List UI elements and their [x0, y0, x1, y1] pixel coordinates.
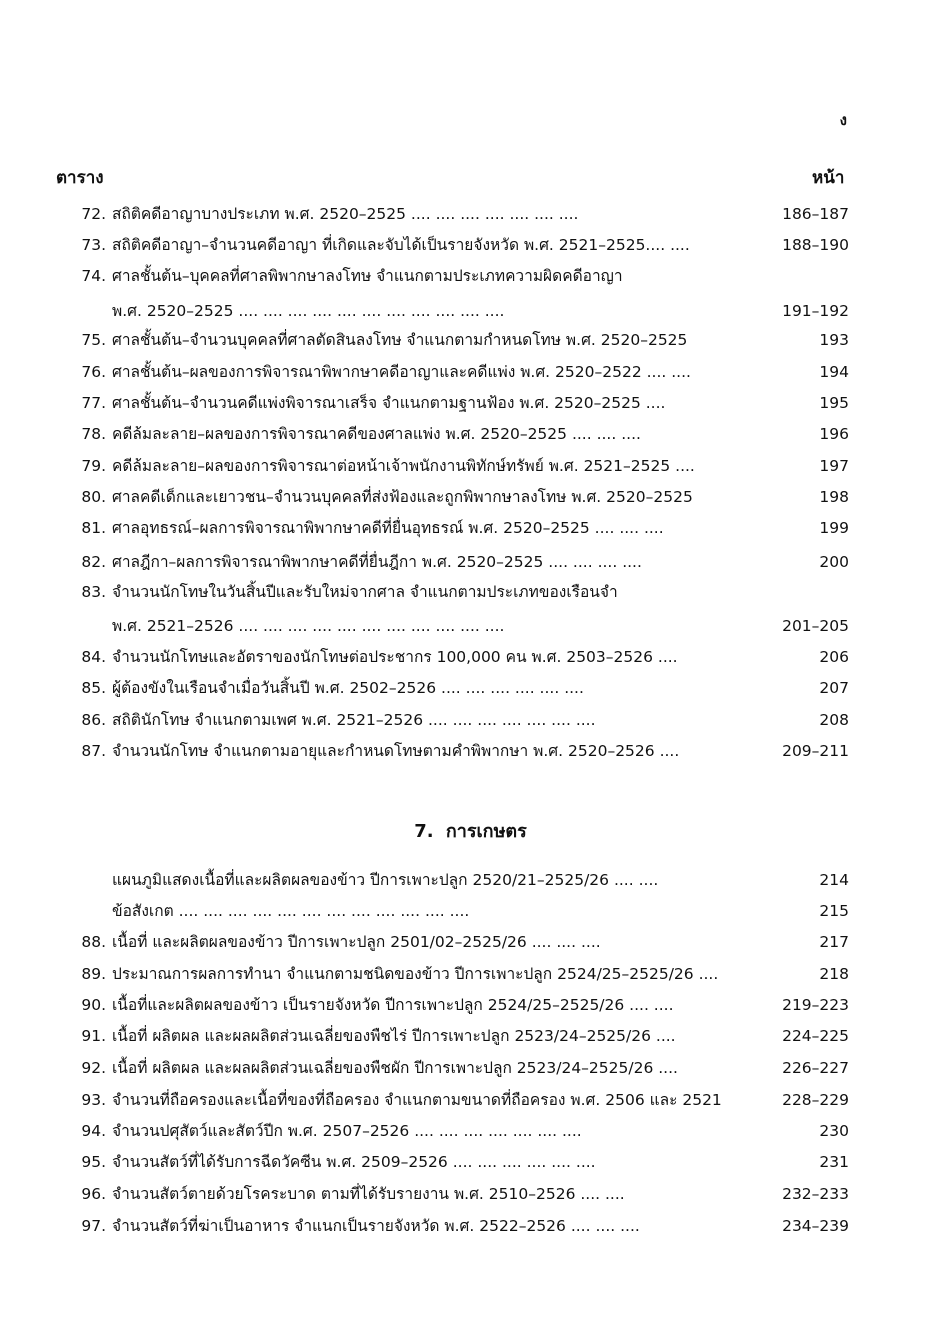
entry-title: คดีล้มละลาย–ผลของการพิจารณาต่อหน้าเจ้าพนักงานพิทักษ์ทรัพย์ พ.ศ. 2521–2525 .... [112, 457, 695, 475]
toc-entry [0, 612, 941, 640]
entry-title: ประมาณการผลการทำนา จำแนกตามชนิดของข้าว ปีการเพาะปลูก 2524/25–2525/26 .... [112, 965, 719, 983]
entry-title: จำนวนนักโทษในวันสิ้นปีและรับใหม่จากศาล จำแนกตามประเภทของเรือนจำ [112, 583, 618, 601]
entry-pages: 193 [819, 331, 849, 349]
entry-title: สถิติคดีอาญา–จำนวนคดีอาญา ที่เกิดและจับได้เป็นรายจังหวัด พ.ศ. 2521–2525.... .... [112, 236, 690, 254]
entry-pages: 231 [819, 1153, 849, 1171]
toc-entry [0, 420, 941, 448]
entry-pages: 186–187 [782, 205, 849, 223]
entry-title: คดีล้มละลาย–ผลของการพิจารณาคดีของศาลแพ่ง พ.ศ. 2520–2525 .... .... .... [112, 425, 641, 443]
entry-pages: 201–205 [782, 617, 849, 635]
entry-pages: 198 [819, 488, 849, 506]
toc-entry [0, 1086, 941, 1114]
toc-entry [0, 483, 941, 511]
toc-entry [0, 297, 941, 325]
entry-title: จำนวนสัตว์ที่ได้รับการฉีดวัคซีน พ.ศ. 2509–2526 .... .... .... .... .... .... [112, 1153, 596, 1171]
entry-title: เนื้อที่ ผลิตผล และผลผลิตส่วนเฉลี่ยของพืชไร่ ปีการเพาะปลูก 2523/24–2525/26 .... [112, 1027, 676, 1045]
entry-pages: 207 [819, 679, 849, 697]
entry-title: จำนวนสัตว์ที่ฆ่าเป็นอาหาร จำแนกเป็นรายจังหวัด พ.ศ. 2522–2526 .... .... .... [112, 1217, 640, 1235]
toc-entry [0, 737, 941, 765]
entry-number: 83. [81, 583, 106, 601]
entry-number: 78. [81, 425, 106, 443]
entry-pages: 208 [819, 711, 849, 729]
entry-number: 75. [81, 331, 106, 349]
toc-entry [0, 1022, 941, 1050]
entry-title: ศาลฎีกา–ผลการพิจารณาพิพากษาคดีที่ยื่นฎีกา พ.ศ. 2520–2525 .... .... .... .... [112, 553, 642, 571]
entry-number: 80. [81, 488, 106, 506]
entry-number: 76. [81, 363, 106, 381]
entry-pages: 195 [819, 394, 849, 412]
toc-entry [0, 200, 941, 228]
entry-number: 79. [81, 457, 106, 475]
section-number: 7. [414, 821, 434, 842]
entry-number: 96. [81, 1185, 106, 1203]
entry-title: พ.ศ. 2520–2525 .... .... .... .... .... .... .... .... .... .... .... [112, 302, 505, 320]
entry-title: สถิตินักโทษ จำแนกตามเพศ พ.ศ. 2521–2526 .... .... .... .... .... .... .... [112, 711, 596, 729]
entry-pages: 234–239 [782, 1217, 849, 1235]
entry-pages: 232–233 [782, 1185, 849, 1203]
toc-entry [0, 928, 941, 956]
entry-number: 87. [81, 742, 106, 760]
entry-number: 93. [81, 1091, 106, 1109]
entry-title: จำนวนนักโทษ จำแนกตามอายุและกำหนดโทษตามคำพิพากษา พ.ศ. 2520–2526 .... [112, 742, 680, 760]
entry-title: สถิติคดีอาญาบางประเภท พ.ศ. 2520–2525 .... .... .... .... .... .... .... [112, 205, 579, 223]
entry-number: 86. [81, 711, 106, 729]
entry-number: 97. [81, 1217, 106, 1235]
toc-entry [0, 897, 941, 925]
toc-entry [0, 389, 941, 417]
toc-entry [0, 1054, 941, 1082]
entry-number: 84. [81, 648, 106, 666]
toc-entry [0, 514, 941, 542]
entry-pages: 218 [819, 965, 849, 983]
entry-number: 74. [81, 267, 106, 285]
entry-number: 82. [81, 553, 106, 571]
entry-number: 91. [81, 1027, 106, 1045]
entry-pages: 219–223 [782, 996, 849, 1014]
entry-pages: 230 [819, 1122, 849, 1140]
entry-pages: 215 [819, 902, 849, 920]
toc-entry [0, 991, 941, 1019]
toc-entry [0, 706, 941, 734]
entry-number: 92. [81, 1059, 106, 1077]
toc-entry [0, 578, 941, 606]
entry-title: ศาลชั้นต้น–จำนวนคดีแพ่งพิจารณาเสร็จ จำแนกตามฐานฟ้อง พ.ศ. 2520–2525 .... [112, 394, 666, 412]
entry-title: ศาลชั้นต้น–บุคคลที่ศาลพิพากษาลงโทษ จำแนกตามประเภทความผิดคดีอาญา [112, 267, 623, 285]
toc-entry [0, 262, 941, 290]
entry-pages: 188–190 [782, 236, 849, 254]
page-number: ง [839, 111, 847, 129]
entry-title: ข้อสังเกต .... .... .... .... .... .... .... .... .... .... .... .... [112, 902, 470, 920]
entry-title: ผู้ต้องขังในเรือนจำเมื่อวันสิ้นปี พ.ศ. 2502–2526 .... .... .... .... .... .... [112, 679, 584, 697]
toc-entry [0, 674, 941, 702]
entry-title: ศาลอุทธรณ์–ผลการพิจารณาพิพากษาคดีที่ยื่นอุทธรณ์ พ.ศ. 2520–2525 .... .... .... [112, 519, 664, 537]
entry-pages: 196 [819, 425, 849, 443]
entry-pages: 200 [819, 553, 849, 571]
section-heading [0, 816, 941, 845]
entry-pages: 194 [819, 363, 849, 381]
toc-entry [0, 1148, 941, 1176]
page-column-header: หน้า [812, 168, 845, 188]
toc-entry [0, 960, 941, 988]
toc-entry [0, 1180, 941, 1208]
toc-entry [0, 1212, 941, 1240]
entry-pages: 206 [819, 648, 849, 666]
entry-number: 85. [81, 679, 106, 697]
entry-pages: 197 [819, 457, 849, 475]
entry-number: 94. [81, 1122, 106, 1140]
toc-entry [0, 326, 941, 354]
entry-number: 95. [81, 1153, 106, 1171]
toc-entry [0, 231, 941, 259]
entry-number: 89. [81, 965, 106, 983]
entry-number: 81. [81, 519, 106, 537]
entry-title: เนื้อที่และผลิตผลของข้าว เป็นรายจังหวัด ปีการเพาะปลูก 2524/25–2525/26 .... .... [112, 996, 674, 1014]
entry-number: 88. [81, 933, 106, 951]
entry-title: เนื้อที่ ผลิตผล และผลผลิตส่วนเฉลี่ยของพืชผัก ปีการเพาะปลูก 2523/24–2525/26 .... [112, 1059, 678, 1077]
entry-pages: 191–192 [782, 302, 849, 320]
entry-title: พ.ศ. 2521–2526 .... .... .... .... .... .... .... .... .... .... .... [112, 617, 505, 635]
entry-title: จำนวนนักโทษและอัตราของนักโทษต่อประชากร 100,000 คน พ.ศ. 2503–2526 .... [112, 648, 678, 666]
entry-number: 72. [81, 205, 106, 223]
entry-title: จำนวนปศุสัตว์และสัตว์ปีก พ.ศ. 2507–2526 .... .... .... .... .... .... .... [112, 1122, 582, 1140]
table-column-header: ตาราง [56, 168, 104, 188]
entry-title: จำนวนที่ถือครองและเนื้อที่ของที่ถือครอง จำแนกตามขนาดที่ถือครอง พ.ศ. 2506 และ 2521 [112, 1091, 722, 1109]
entry-pages: 199 [819, 519, 849, 537]
entry-title: เนื้อที่ และผลิตผลของข้าว ปีการเพาะปลูก 2501/02–2525/26 .... .... .... [112, 933, 601, 951]
entry-pages: 217 [819, 933, 849, 951]
entry-pages: 224–225 [782, 1027, 849, 1045]
entry-title: แผนภูมิแสดงเนื้อที่และผลิตผลของข้าว ปีการเพาะปลูก 2520/21–2525/26 .... .... [112, 871, 659, 889]
entry-number: 90. [81, 996, 106, 1014]
toc-entry [0, 1117, 941, 1145]
entry-title: ศาลคดีเด็กและเยาวชน–จำนวนบุคคลที่ส่งฟ้องและถูกพิพากษาลงโทษ พ.ศ. 2520–2525 [112, 488, 693, 506]
entry-number: 77. [81, 394, 106, 412]
entry-number: 73. [81, 236, 106, 254]
toc-entry [0, 643, 941, 671]
entry-pages: 226–227 [782, 1059, 849, 1077]
entry-pages: 214 [819, 871, 849, 889]
entry-pages: 228–229 [782, 1091, 849, 1109]
toc-entry [0, 866, 941, 894]
entry-title: ศาลชั้นต้น–จำนวนบุคคลที่ศาลตัดสินลงโทษ จำแนกตามกำหนดโทษ พ.ศ. 2520–2525 [112, 331, 688, 349]
entry-pages: 209–211 [782, 742, 849, 760]
toc-entry [0, 358, 941, 386]
toc-entry [0, 452, 941, 480]
section-title: การเกษตร [445, 821, 527, 842]
entry-title: ศาลชั้นต้น–ผลของการพิจารณาพิพากษาคดีอาญาและคดีแพ่ง พ.ศ. 2520–2522 .... .... [112, 363, 691, 381]
entry-title: จำนวนสัตว์ตายด้วยโรคระบาด ตามที่ได้รับรายงาน พ.ศ. 2510–2526 .... .... [112, 1185, 625, 1203]
toc-entry [0, 548, 941, 576]
